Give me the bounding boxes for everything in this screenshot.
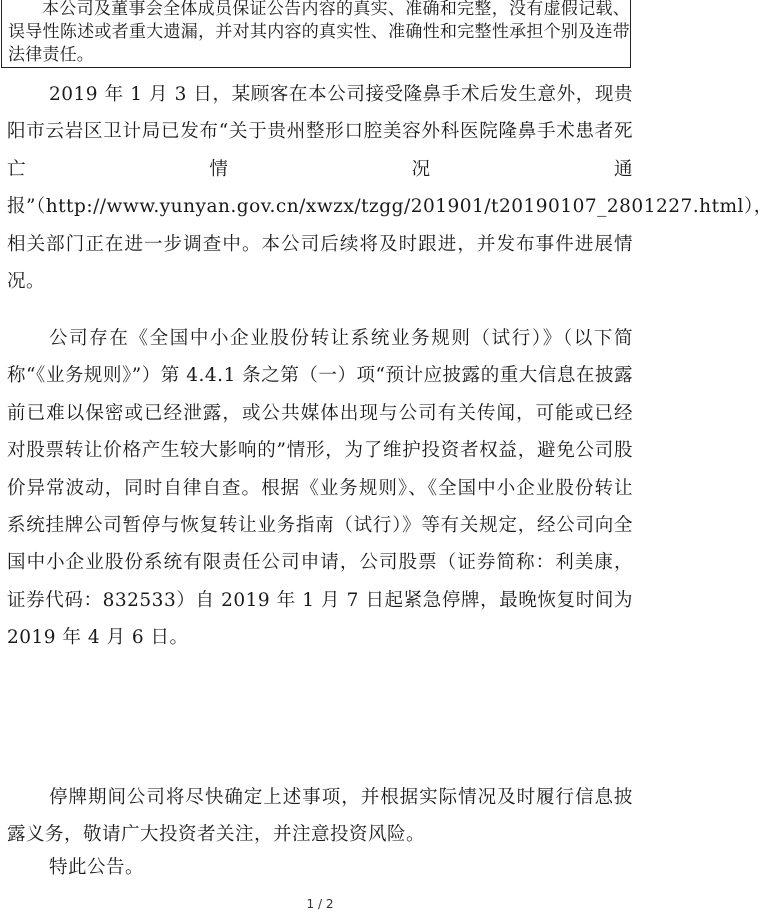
disclaimer-box xyxy=(1,0,631,68)
announcement-paragraph-disclosure: 停牌期间公司将尽快确定上述事项，并根据实际情况及时履行信息披露义务，敬请广大投资者关注，并注意投资风险。 xyxy=(7,787,633,846)
page-number: 1 / 2 xyxy=(306,897,334,911)
announcement-paragraph-suspension: 公司存在《全国中小企业股份转让系统业务规则（试行）》（以下简称“《业务规则》”）第 4.4.1 条之第（一）项“预计应披露的重大信息在披露前已难以保密或已经泄露，或公共媒体出现与公司有关传闻，可能或已经对股票转让价格产生较大影响的”情形，为了维护投资者权益，避免公司股价异常波动，同时自律自查。根据《业务规则》、《全国中小企业股份转让系统挂牌公司暂停与恢复转让业务指南（试行）》等有关规定，经公司向全国中小企业股份系统有限责任公司申请，公司股票（证券简称：利美康，证券代码：832533）自 2019 年 1 月 7 日起紧急停牌，最晚恢复时间为 2019 年 4 月 6 日。 xyxy=(7,328,633,649)
announcement-closing: 特此公告。 xyxy=(49,857,145,878)
announcement-paragraph-incident: 2019 年 1 月 3 日，某顾客在本公司接受隆鼻手术后发生意外，现贵阳市云岩区卫计局已发布“关于贵州整形口腔美容外科医院隆鼻手术患者死亡情况通报”（http://www.yunyan.gov.cn/xwzx/tzgg/201901/t20190107_2801227.html），相关部门正在进一步调查中。本公司后续将及时跟进，并发布事件进展情况。 xyxy=(7,84,773,293)
disclaimer-text: 本公司及董事会全体成员保证公告内容的真实、准确和完整，没有虚假记载、误导性陈述或者重大遗漏，并对其内容的真实性、准确性和完整性承担个别及连带法律责任。 xyxy=(8,0,630,65)
